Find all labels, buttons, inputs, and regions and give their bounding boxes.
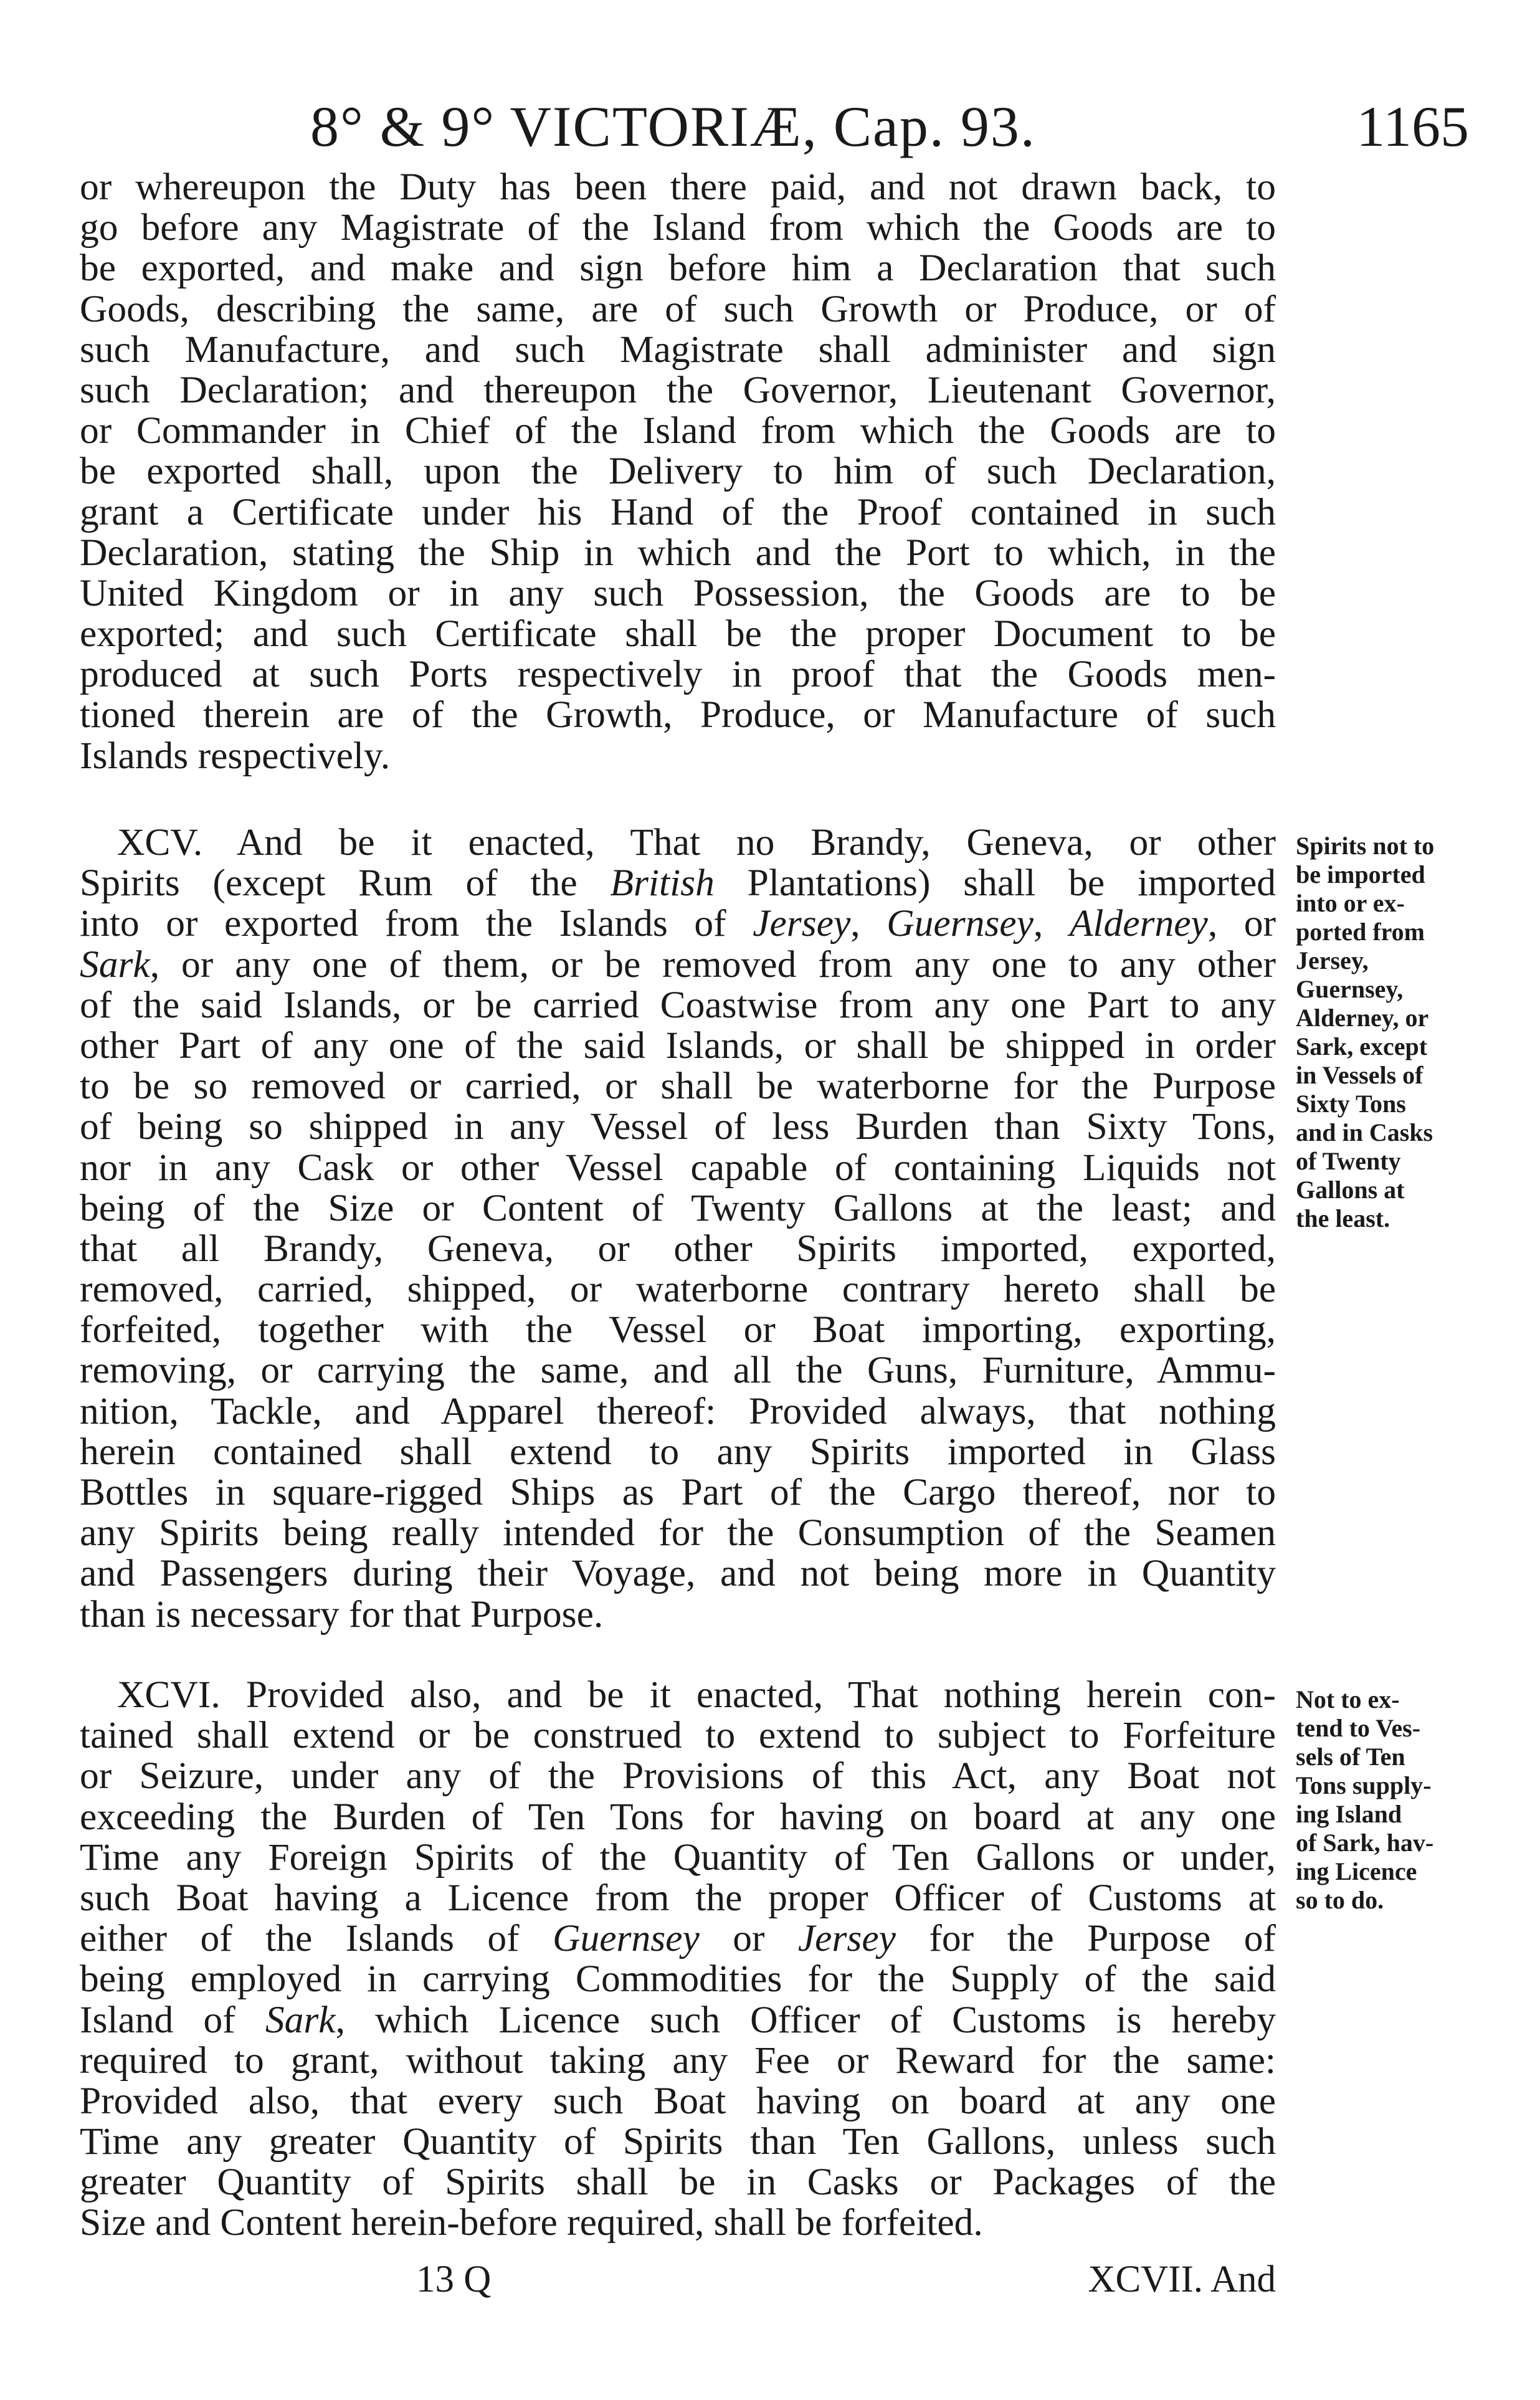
text-line: Time any Foreign Spirits of the Quantity of Ten Gallons or under, bbox=[80, 1836, 1276, 1879]
text-line: Declaration, stating the Ship in which and the Port to which, in the bbox=[80, 531, 1276, 574]
margin-line: Sixty Tons bbox=[1296, 1090, 1406, 1118]
text-line: of being so shipped in any Vessel of less Burden than Sixty Tons, bbox=[80, 1105, 1276, 1148]
running-title: 8° & 9° VICTORIÆ, Cap. 93. bbox=[310, 95, 1036, 158]
margin-line: Alderney, or bbox=[1296, 1004, 1429, 1032]
text-line: into or exported from the Islands of Jersey, Guernsey, Alderney, or bbox=[80, 902, 1276, 945]
text-line: removed, carried, shipped, or waterborne contrary hereto shall be bbox=[80, 1268, 1276, 1311]
margin-line: tend to Ves- bbox=[1296, 1714, 1421, 1742]
catchword: XCVII. And bbox=[1088, 2259, 1276, 2300]
section-xcvi-text bbox=[80, 1675, 1276, 2244]
text-line: exceeding the Burden of Ten Tons for having on board at any one bbox=[80, 1795, 1276, 1838]
section-xcv bbox=[80, 822, 1276, 1635]
text-line: Spirits (except Rum of the British Plantations) shall be imported bbox=[80, 862, 1276, 905]
text-line: or Seizure, under any of the Provisions of this Act, any Boat not bbox=[80, 1755, 1276, 1798]
section-xcv-text bbox=[80, 822, 1276, 1635]
margin-line: and in Casks bbox=[1296, 1118, 1433, 1146]
margin-line: in Vessels of bbox=[1296, 1061, 1424, 1089]
text-line: other Part of any one of the said Islands, or shall be shipped in order bbox=[80, 1024, 1276, 1067]
text-line: forfeited, together with the Vessel or Boat importing, exporting, bbox=[80, 1308, 1276, 1351]
text-line: grant a Certificate under his Hand of the Proof contained in such bbox=[80, 490, 1276, 533]
margin-line: sels of Ten bbox=[1296, 1743, 1405, 1771]
text-line: or Commander in Chief of the Island from which the Goods are to bbox=[80, 409, 1276, 452]
margin-line: ing Licence bbox=[1296, 1857, 1417, 1885]
marginal-note-xcv bbox=[1296, 832, 1483, 1233]
margin-line: ported from bbox=[1296, 918, 1425, 946]
text-line: to be so removed or carried, or shall be waterborne for the Purpose bbox=[80, 1065, 1276, 1108]
text-line: Island of Sark, which Licence such Officer of Customs is hereby bbox=[80, 1998, 1276, 2041]
text-line: that all Brandy, Geneva, or other Spirits imported, exported, bbox=[80, 1227, 1276, 1270]
text-line: either of the Islands of Guernsey or Jersey for the Purpose of bbox=[80, 1917, 1276, 1960]
text-line: tained shall extend or be construed to extend to subject to Forfeiture bbox=[80, 1714, 1276, 1757]
text-line: Sark, or any one of them, or be removed from any one to any other bbox=[80, 943, 1276, 986]
text-line: tioned therein are of the Growth, Produce, or Manufacture of such bbox=[80, 693, 1276, 736]
margin-line: of Twenty bbox=[1296, 1147, 1401, 1175]
text-line: Bottles in square-rigged Ships as Part of the Cargo thereof, nor to bbox=[80, 1471, 1276, 1513]
text-line: required to grant, without taking any Fee or Reward for the same: bbox=[80, 2039, 1276, 2082]
margin-line: Guernsey, bbox=[1296, 975, 1404, 1003]
text-line: herein contained shall extend to any Spirits imported in Glass bbox=[80, 1430, 1276, 1473]
margin-line: so to do. bbox=[1296, 1886, 1384, 1914]
text-line: Size and Content herein-before required, shall be forfeited. bbox=[80, 2201, 983, 2244]
text-line: greater Quantity of Spirits shall be in Casks or Packages of the bbox=[80, 2161, 1276, 2204]
margin-line: of Sark, hav- bbox=[1296, 1829, 1434, 1857]
page-footer bbox=[80, 2258, 1276, 2308]
margin-line: Jersey, bbox=[1296, 946, 1369, 974]
margin-line: Gallons at bbox=[1296, 1176, 1405, 1204]
running-header bbox=[80, 93, 1469, 162]
text-line: produced at such Ports respectively in proof that the Goods men- bbox=[80, 653, 1276, 696]
text-line: than is necessary for that Purpose. bbox=[80, 1593, 604, 1636]
margin-line: Sark, except bbox=[1296, 1032, 1428, 1060]
text-line: Islands respectively. bbox=[80, 734, 391, 777]
margin-line: Tons supply- bbox=[1296, 1771, 1432, 1799]
margin-line: the least. bbox=[1296, 1204, 1390, 1232]
text-line: being employed in carrying Commodities for the Supply of the said bbox=[80, 1958, 1276, 2001]
signature-mark: 13 Q bbox=[416, 2259, 492, 2300]
marginal-note-xcvi bbox=[1296, 1685, 1483, 1915]
text-line: XCV. And be it enacted, That no Brandy, Geneva, or other bbox=[117, 821, 1276, 864]
text-line: removing, or carrying the same, and all the Guns, Furniture, Ammu- bbox=[80, 1349, 1276, 1392]
margin-line: Spirits not to bbox=[1296, 832, 1435, 860]
paragraph-continuation bbox=[80, 167, 1276, 776]
page-number: 1165 bbox=[1356, 95, 1469, 158]
text-line: be exported, and make and sign before him a Declaration that such bbox=[80, 247, 1276, 290]
text-line: go before any Magistrate of the Island from which the Goods are to bbox=[80, 206, 1276, 249]
paragraph-intro bbox=[80, 167, 1276, 776]
text-line: being of the Size or Content of Twenty Gallons at the least; and bbox=[80, 1186, 1276, 1229]
text-line: such Boat having a Licence from the proper Officer of Customs at bbox=[80, 1876, 1276, 1919]
margin-line: Not to ex- bbox=[1296, 1685, 1400, 1713]
margin-line: ing Island bbox=[1296, 1800, 1402, 1828]
margin-line: be imported bbox=[1296, 860, 1425, 888]
margin-line: into or ex- bbox=[1296, 889, 1405, 917]
text-line: XCVI. Provided also, and be it enacted, That nothing herein con- bbox=[117, 1674, 1276, 1716]
text-line: nor in any Cask or other Vessel capable of containing Liquids not bbox=[80, 1146, 1276, 1189]
text-line: Goods, describing the same, are of such Growth or Produce, or of bbox=[80, 287, 1276, 330]
text-line: such Declaration; and thereupon the Governor, Lieutenant Governor, bbox=[80, 368, 1276, 411]
text-line: Provided also, that every such Boat having on board at any one bbox=[80, 2079, 1276, 2122]
text-line: and Passengers during their Voyage, and not being more in Quantity bbox=[80, 1552, 1276, 1595]
text-line: any Spirits being really intended for the Consumption of the Seamen bbox=[80, 1512, 1276, 1555]
section-xcvi bbox=[80, 1675, 1276, 2244]
text-line: of the said Islands, or be carried Coastwise from any one Part to any bbox=[80, 983, 1276, 1026]
text-line: or whereupon the Duty has been there paid, and not drawn back, to bbox=[80, 166, 1276, 208]
text-line: exported; and such Certificate shall be the proper Document to be bbox=[80, 612, 1276, 655]
text-line: be exported shall, upon the Delivery to him of such Declaration, bbox=[80, 450, 1276, 493]
text-line: Time any greater Quantity of Spirits than Ten Gallons, unless such bbox=[80, 2120, 1276, 2163]
text-line: nition, Tackle, and Apparel thereof: Provided always, that nothing bbox=[80, 1389, 1276, 1432]
text-line: such Manufacture, and such Magistrate shall administer and sign bbox=[80, 328, 1276, 371]
text-line: United Kingdom or in any such Possession, the Goods are to be bbox=[80, 571, 1276, 614]
